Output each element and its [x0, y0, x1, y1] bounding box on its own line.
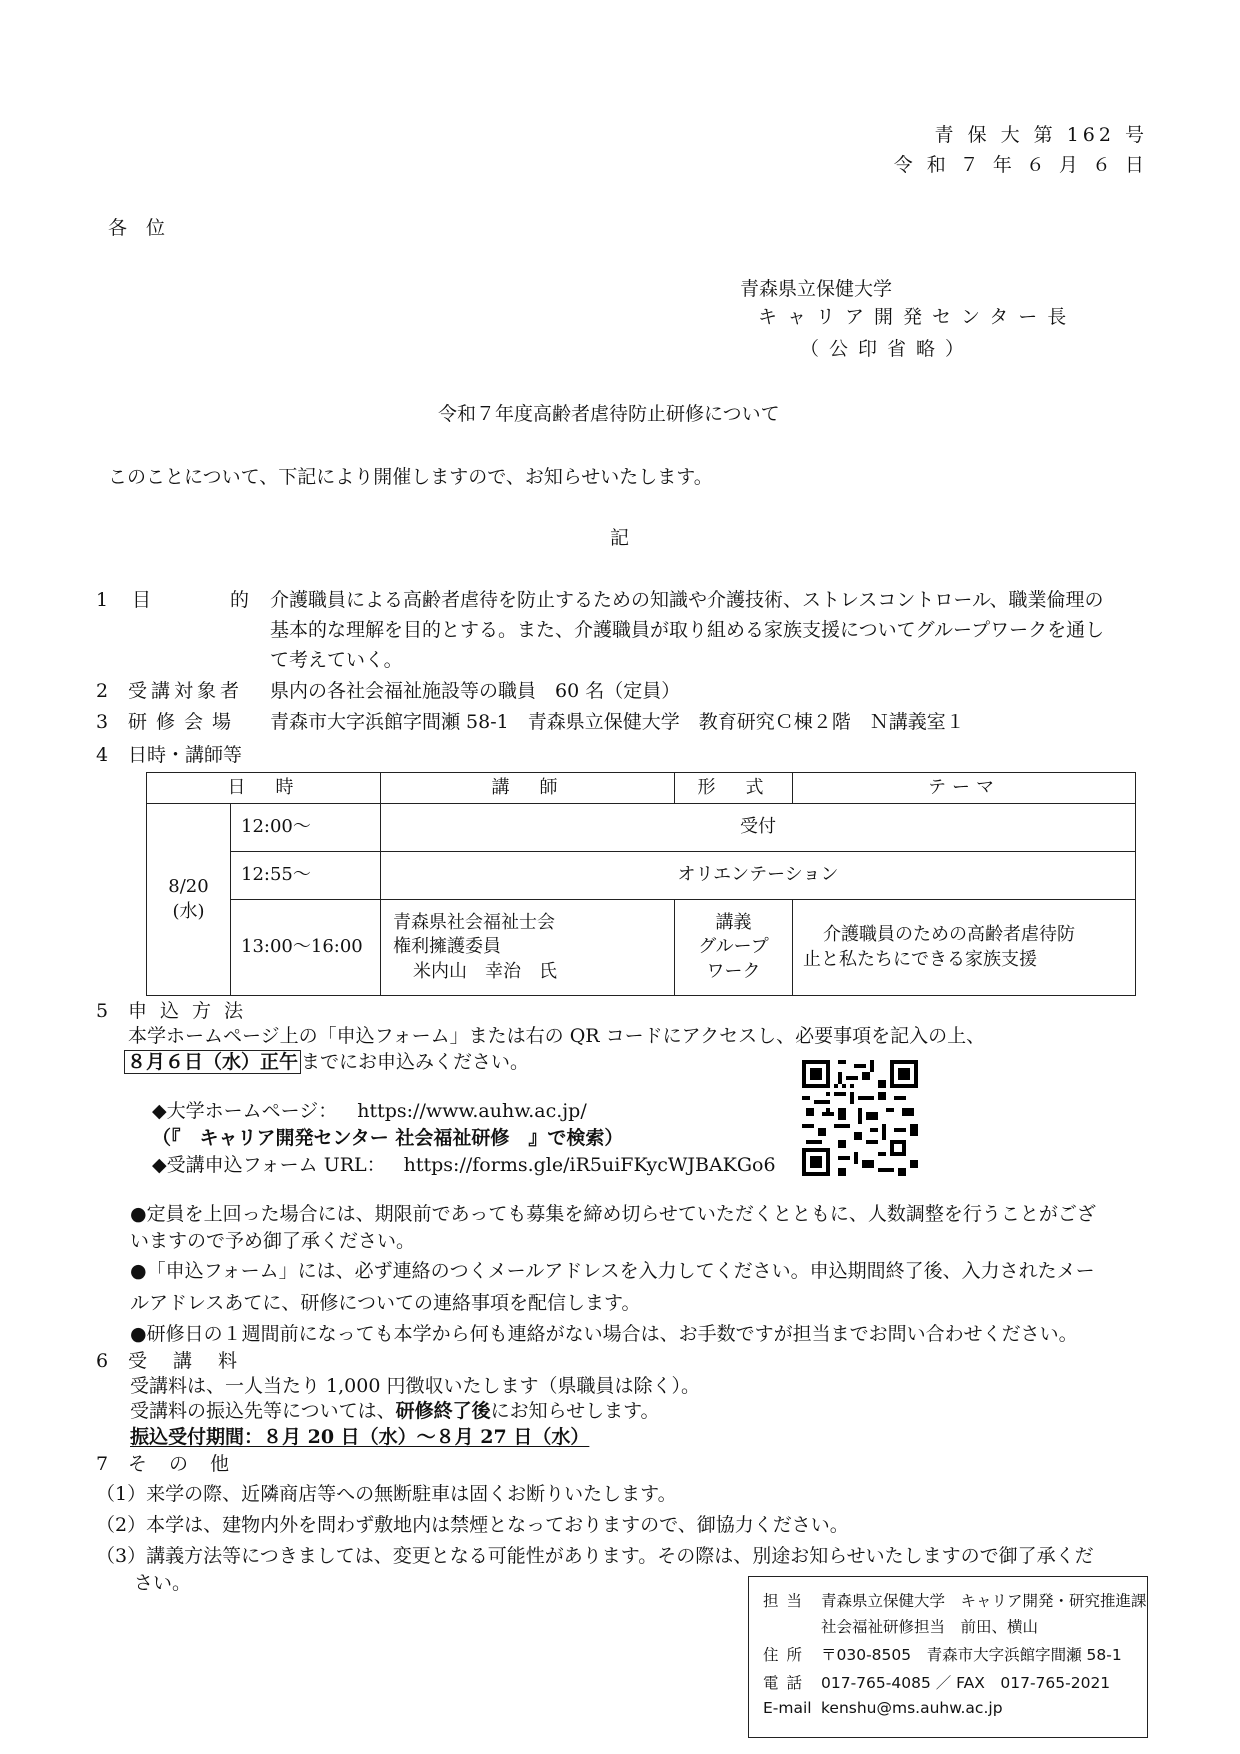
deadline-rest: までにお申込みください。 — [301, 1051, 530, 1073]
contact-address-value: 〒030-8505 青森市大字浜館字間瀬 58-1 — [821, 1646, 1122, 1664]
note-line: ルアドレスあてに、研修についての連絡事項を配信します。 — [130, 1292, 641, 1314]
homepage-link[interactable]: https://www.auhw.ac.jp/ — [357, 1100, 587, 1122]
header-lecturer: 講 師 — [381, 773, 675, 804]
section-2-number: 2 — [96, 680, 109, 702]
section-3-label: 研修会場 — [128, 711, 241, 733]
section-1-line: 基本的な理解を目的とする。また、介護職員が取り組める家族支援についてグループワークを通し — [270, 619, 1105, 641]
fee-transfer-bold: 研修終了後 — [395, 1400, 491, 1422]
other-item-cont: さい。 — [134, 1572, 192, 1594]
document-title: 令和７年度高齢者虐待防止研修について — [438, 403, 780, 425]
fee-transfer-pre: 受講料の振込先等については、 — [130, 1400, 396, 1422]
contact-email — [763, 1699, 1003, 1717]
homepage-line — [152, 1100, 587, 1124]
other-item: （1）来学の際、近隣商店等への無断駐車は固くお断りいたします。 — [96, 1483, 677, 1505]
fee-line: 受講料は、一人当たり 1,000 円徴収いたします（県職員は除く）。 — [130, 1375, 700, 1397]
deadline-box: ８月６日（水）正午 — [124, 1050, 301, 1074]
lecturer-role: 権利擁護委員 — [393, 936, 501, 958]
note-line: ●研修日の１週間前になっても本学から何も連絡がない場合は、お手数ですが担当までお問い合わせください。 — [130, 1323, 1078, 1345]
contact-email-label: E-mail — [763, 1699, 812, 1717]
schedule-row-main — [147, 900, 1136, 996]
schedule-header-row — [147, 773, 1136, 804]
schedule-content: 受付 — [381, 804, 1136, 852]
section-6-number: 6 — [96, 1350, 109, 1372]
note-line: ●定員を上回った場合には、期限前であっても募集を締め切らせていただくとともに、人数調整を行うことがござ — [130, 1203, 1096, 1225]
section-4-label: 日時・講師等 — [128, 744, 243, 766]
header-theme: テーマ — [793, 773, 1136, 804]
other-item: （3）講義方法等につきましては、変更となる可能性があります。その際は、別途お知らせいたしますので御了承くだ — [96, 1545, 1094, 1567]
theme-line: 介護職員のための高齢者虐待防 — [823, 924, 1075, 946]
schedule-content: オリエンテーション — [381, 852, 1136, 900]
schedule-date — [147, 804, 231, 996]
section-5-line: 本学ホームページ上の「申込フォーム」または右の QR コードにアクセスし、必要事項を記入の上、 — [128, 1025, 986, 1047]
contact-tanto-label: 担当 — [763, 1592, 811, 1610]
search-note: （『 キャリア開発センター 社会福祉研修 』で検索） — [152, 1127, 624, 1149]
fee-transfer-line — [130, 1400, 660, 1424]
header-datetime: 日 時 — [147, 773, 381, 804]
schedule-row — [147, 804, 1136, 852]
document-date: 令 和 ７ 年 ６ 月 ６ 日 — [893, 154, 1148, 176]
section-2-label: 受講対象者 — [128, 680, 244, 702]
section-6-label: 受講料 — [128, 1350, 264, 1372]
theme-line: 止と私たちにできる家族支援 — [803, 948, 1037, 970]
schedule-date-weekday: (水) — [172, 900, 205, 922]
contact-tanto-line2: 社会福祉研修担当 前田、横山 — [821, 1618, 1039, 1636]
schedule-row — [147, 852, 1136, 900]
section-1-label-a: 目 — [132, 589, 152, 611]
section-5-deadline-line — [124, 1051, 529, 1075]
header-format: 形 式 — [675, 773, 793, 804]
other-item: （2）本学は、建物内外を問わず敷地内は禁煙となっておりますので、御協力ください。 — [96, 1514, 849, 1536]
contact-phone-label: 電話 — [763, 1674, 811, 1692]
schedule-format — [675, 900, 793, 996]
schedule-lecturer — [381, 900, 675, 996]
schedule-table — [146, 772, 1136, 996]
section-1-number: 1 — [96, 589, 109, 611]
sender-title: キャリア開発センター長 — [758, 306, 1077, 328]
lecturer-org: 青森県社会福祉士会 — [393, 912, 555, 934]
schedule-date-day: 8/20 — [168, 876, 209, 898]
section-1-line: て考えていく。 — [270, 649, 403, 671]
form-url-link[interactable]: https://forms.gle/iR5uiFKycWJBAKGo6 — [403, 1154, 776, 1176]
addressee: 各 位 — [108, 217, 166, 239]
section-7-label: その他 — [128, 1453, 252, 1475]
section-1-line: 介護職員による高齢者虐待を防止するための知識や介護技術、ストレスコントロール、職業倫理の — [270, 589, 1104, 611]
schedule-theme — [793, 900, 1136, 996]
contact-tanto-line1: 青森県立保健大学 キャリア開発・研究推進課 — [821, 1592, 1147, 1610]
schedule-time: 13:00〜16:00 — [231, 900, 381, 996]
intro-text: このことについて、下記により開催しますので、お知らせいたします。 — [108, 466, 713, 488]
format-line: グループ — [698, 936, 769, 958]
section-3-text: 青森市大字浜館字間瀬 58-1 青森県立保健大学 教育研究Ｃ棟２階 Ｎ講義室１ — [270, 711, 965, 733]
contact-box — [748, 1576, 1148, 1738]
section-3-number: 3 — [96, 711, 109, 733]
section-1-label-b: 的 — [230, 589, 250, 611]
note-line: ●「申込フォーム」には、必ず連絡のつくメールアドレスを入力してください。申込期間終了後、入力されたメー — [130, 1260, 1095, 1282]
seal-note: （公印省略） — [800, 338, 975, 360]
schedule-time: 12:00〜 — [231, 804, 381, 852]
section-4-number: 4 — [96, 744, 109, 766]
document-number: 青 保 大 第 162 号 — [934, 124, 1148, 146]
form-url-label: ◆受講申込フォーム URL： — [152, 1154, 386, 1176]
schedule-time: 12:55〜 — [231, 852, 381, 900]
note-line: いますので予め御了承ください。 — [130, 1230, 416, 1252]
fee-transfer-post: にお知らせします。 — [490, 1400, 660, 1422]
ki-marker: 記 — [610, 527, 630, 549]
lecturer-name: 米内山 幸治 氏 — [413, 960, 557, 982]
contact-email-link[interactable]: kenshu@ms.auhw.ac.jp — [821, 1699, 1003, 1717]
transfer-period: 振込受付期間：８月 20 日（水）〜８月 27 日（水） — [130, 1426, 590, 1448]
qr-code[interactable] — [802, 1060, 918, 1176]
format-line: ワーク — [706, 960, 761, 982]
form-url-line — [152, 1154, 776, 1178]
contact-address-label: 住所 — [763, 1646, 811, 1664]
contact-phone-value: 017-765-4085 ／ FAX 017-765-2021 — [821, 1674, 1111, 1692]
section-2-text: 県内の各社会福祉施設等の職員 60 名（定員） — [270, 680, 681, 702]
sender-organization: 青森県立保健大学 — [740, 278, 893, 300]
contact-tanto — [763, 1589, 1147, 1611]
section-5-label: 申込方法 — [128, 1000, 257, 1022]
section-5-number: 5 — [96, 1000, 109, 1022]
format-line: 講義 — [715, 912, 752, 934]
contact-phone — [763, 1671, 1110, 1693]
contact-address — [763, 1643, 1122, 1665]
homepage-label: ◆大学ホームページ： — [152, 1100, 338, 1122]
section-7-number: 7 — [96, 1453, 109, 1475]
